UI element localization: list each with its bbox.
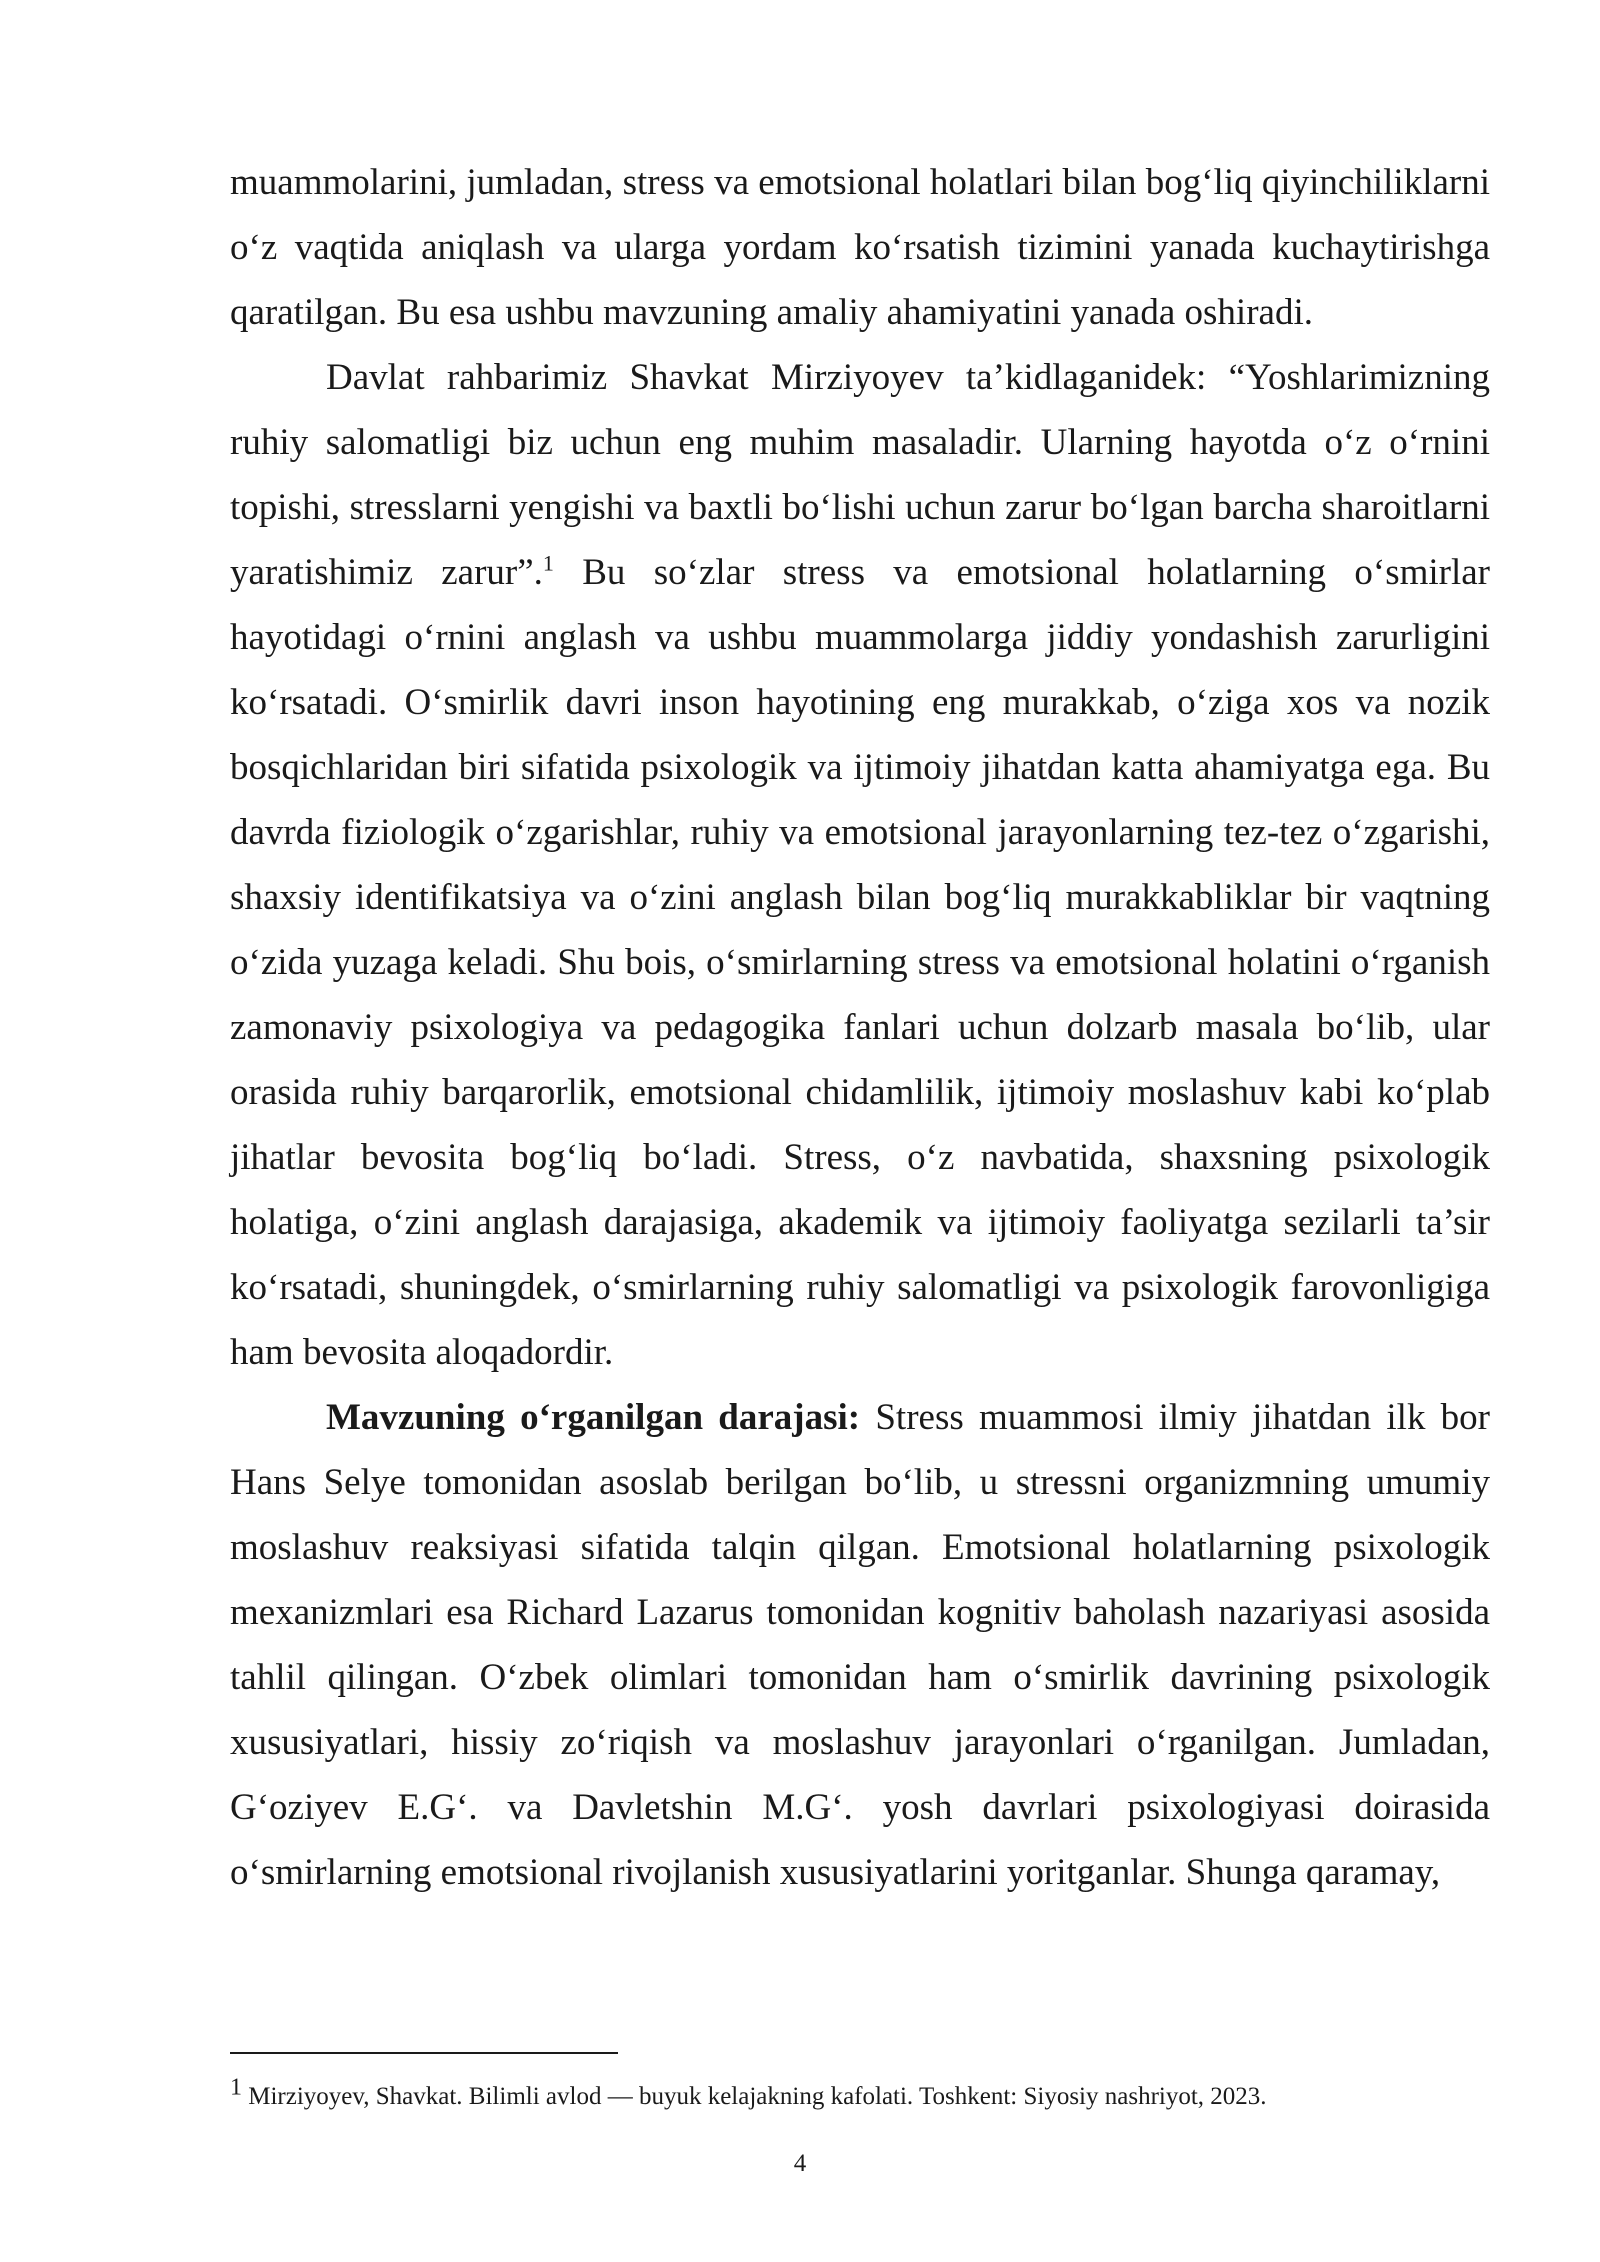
page-number: 4: [793, 2150, 807, 2177]
footnote-text: Mirziyoyev, Shavkat. Bilimli avlod — buyuk kelajakning kafolati. Toshkent: Siyosiy nashriyot, 2023.: [242, 2083, 1267, 2110]
section-heading: Mavzuning o‘rganilgan darajasi:: [326, 1397, 861, 1438]
paragraph-1-text: muammolarini, jumladan, stress va emotsional holatlari bilan bog‘liq qiyinchiliklarni o‘z vaqtida aniqlash va ularga yordam ko‘rsatish tizimini yanada kuchaytirishga qaratilgan. Bu esa ushbu mavzuning amaliy ahamiyatini yanada oshiradi.: [230, 162, 1490, 333]
paragraph-3-text: Stress muammosi ilmiy jihatdan ilk bor Hans Selye tomonidan asoslab berilgan bo‘lib, u stressni organizmning umumiy moslashuv reaksiyasi sifatida talqin qilgan. Emotsional holatlarning psixologik mexanizmlari esa Richard Lazarus tomonidan kognitiv baholash nazariyasi asosida tahlil qilingan. O‘zbek olimlari tomonidan ham o‘smirlik davrining psixologik xususiyatlari, hissiy zo‘riqish va moslashuv jarayonlari o‘rganilgan. Jumladan, G‘oziyev E.G‘. va Davletshin M.G‘. yosh davrlari psixologiyasi doirasida o‘smirlarning emotsional rivojlanish xususiyatlarini yoritganlar. Shunga qaramay,: [230, 1397, 1491, 1893]
paragraph-2-quote: Davlat rahbarimiz Shavkat Mirziyoyev ta’kidlaganidek: “Yoshlarimizning ruhiy salomatligi biz uchun eng muhim masaladir. Ularning hayotda o‘z o‘rnini topishi, stresslarni yengishi va baxtli bo‘lishi uchun zarur bo‘lgan barcha sharoitlarni yaratishimiz zarur”.: [230, 357, 1490, 593]
paragraph-2-text: Bu so‘zlar stress va emotsional holatlarning o‘smirlar hayotidagi o‘rnini anglash va ushbu muammolarga jiddiy yondashish zarurligini ko‘rsatadi. O‘smirlik davri inson hayotining eng murakkab, o‘ziga xos va nozik bosqichlaridan biri sifatida psixologik va ijtimoiy jihatdan katta ahamiyatga ega. Bu davrda fiziologik o‘zgarishlar, ruhiy va emotsional jarayonlarning tez-tez o‘zgarishi, shaxsiy identifikatsiya va o‘zini anglash bilan bog‘liq murakkabliklar bir vaqtning o‘zida yuzaga keladi. Shu bois, o‘smirlarning stress va emotsional holatini o‘rganish zamonaviy psixologiya va pedagogika fanlari uchun dolzarb masala bo‘lib, ular orasida ruhiy barqarorlik, emotsional chidamlilik, ijtimoiy moslashuv kabi ko‘plab jihatlar bevosita bog‘liq bo‘ladi. Stress, o‘z navbatida, shaxsning psixologik holatiga, o‘zini anglash darajasiga, akademik va ijtimoiy faoliyatga sezilarli ta’sir ko‘rsatadi, shuningdek, o‘smirlarning ruhiy salomatligi va psixologik farovonligiga ham bevosita aloqadordir.: [230, 552, 1491, 1373]
body-text: [230, 150, 1490, 1905]
paragraph-2: [230, 345, 1490, 1385]
footnote-number: 1: [230, 2074, 242, 2101]
paragraph-1: [230, 150, 1490, 345]
footnote: [230, 2074, 1490, 2114]
footnote-separator: [230, 2052, 618, 2054]
footnote-reference[interactable]: 1: [542, 550, 554, 576]
paragraph-3: [230, 1385, 1490, 1905]
